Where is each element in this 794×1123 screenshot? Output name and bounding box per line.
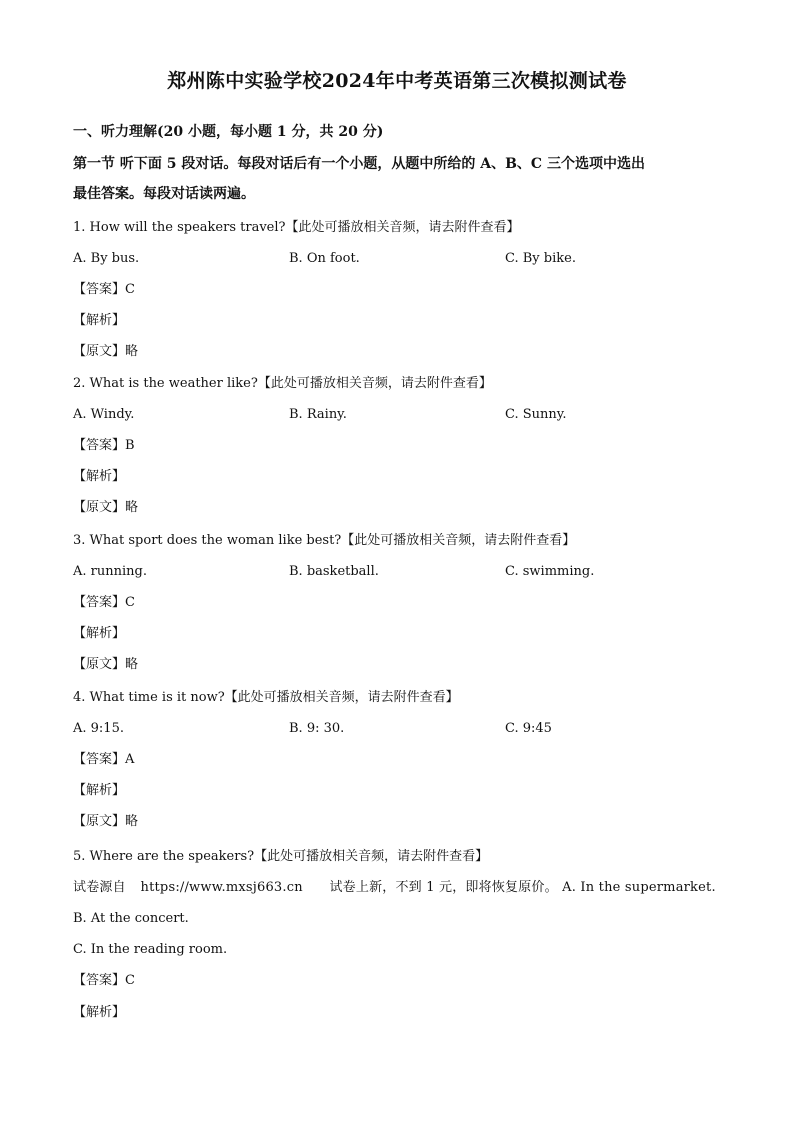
answer-label: 【答案】C (73, 282, 135, 297)
question-stem: 5. Where are the speakers?【此处可播放相关音频，请去附件查看】 (73, 849, 489, 864)
section-heading: 一、听力理解(20 小题，每小题 1 分，共 20 分) (73, 124, 384, 140)
original-text-label: 【原文】略 (73, 344, 139, 359)
option-b: B. basketball. (289, 564, 379, 579)
answer-label: 【答案】C (73, 973, 135, 988)
analysis-label: 【解析】 (73, 783, 126, 798)
option-a: A. Windy. (73, 407, 135, 422)
question-stem: 3. What sport does the woman like best?【此处可播放相关音频，请去附件查看】 (73, 533, 576, 548)
option-c: C. swimming. (505, 564, 595, 579)
original-text-label: 【原文】略 (73, 814, 139, 829)
option-c: C. By bike. (505, 251, 576, 266)
watermark-prefix: 试卷源自 (73, 880, 126, 895)
option-a: A. running. (73, 564, 147, 579)
option-b: B. Rainy. (289, 407, 347, 422)
question-stem: 4. What time is it now?【此处可播放相关音频，请去附件查看】 (73, 690, 459, 705)
answer-label: 【答案】B (73, 438, 135, 453)
option-c: C. 9:45 (505, 721, 552, 736)
option-a: A. 9:15. (73, 721, 124, 736)
part-instruction-continued: 最佳答案。每段对话读两遍。 (73, 186, 255, 202)
original-text-label: 【原文】略 (73, 657, 139, 672)
question-stem: 2. What is the weather like?【此处可播放相关音频，请去附件查看】 (73, 376, 492, 391)
option-c: C. Sunny. (505, 407, 567, 422)
answer-label: 【答案】A (73, 752, 135, 767)
option-b: B. On foot. (289, 251, 360, 266)
watermark-suffix: 试卷上新，不到 1 元，即将恢复原价。 (329, 880, 558, 895)
option-c: C. In the reading room. (73, 942, 228, 957)
analysis-label: 【解析】 (73, 1005, 126, 1020)
original-text-label: 【原文】略 (73, 500, 139, 515)
option-a: A. In the supermarket. (562, 880, 716, 895)
question-stem: 1. How will the speakers travel?【此处可播放相关音频，请去附件查看】 (73, 220, 520, 235)
watermark-url[interactable]: https://www.mxsj663.cn (140, 880, 303, 895)
option-b: B. 9: 30. (289, 721, 345, 736)
page-title: 郑州陈中实验学校2024年中考英语第三次模拟测试卷 (167, 70, 627, 92)
analysis-label: 【解析】 (73, 469, 126, 484)
answer-label: 【答案】C (73, 595, 135, 610)
analysis-label: 【解析】 (73, 626, 126, 641)
option-b: B. At the concert. (73, 911, 189, 926)
part-instruction: 第一节 听下面 5 段对话。每段对话后有一个小题，从题中所给的 A、B、C 三个选项中选出 (73, 156, 645, 172)
source-line (73, 879, 716, 897)
option-a: A. By bus. (73, 251, 140, 266)
analysis-label: 【解析】 (73, 313, 126, 328)
